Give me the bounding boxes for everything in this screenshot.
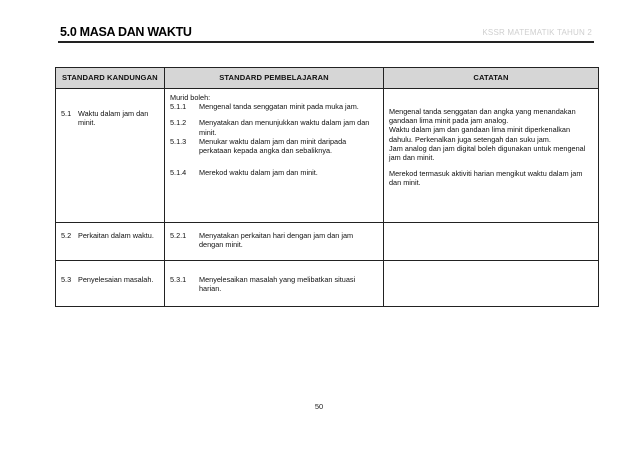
pembelajaran-number: 5.1.2	[170, 118, 187, 128]
kandungan-number: 5.3	[61, 275, 72, 284]
table-row	[56, 261, 599, 307]
pembelajaran-number: 5.1.3	[170, 136, 187, 146]
column-header-kandungan: STANDARD KANDUNGAN	[56, 68, 165, 89]
catatan-note: Merekod termasuk aktiviti harian mengikut waktu dalam jam dan minit.	[389, 169, 583, 188]
catatan-cell	[384, 223, 599, 261]
page-number: 50	[314, 402, 324, 411]
title-divider	[58, 41, 594, 43]
catatan-note: Waktu dalam jam dan gandaan lima minit diperkenalkan dahulu. Perkenalkan juga setengah dan suku jam.	[389, 125, 571, 144]
page-title: 5.0 MASA DAN WAKTU	[60, 25, 192, 39]
pembelajaran-text: Mengenal tanda senggatan minit pada muka jam.	[199, 102, 359, 112]
header-subtitle: KSSR MATEMATIK TAHUN 2	[482, 28, 592, 37]
pembelajaran-text: Menyatakan dan menunjukkan waktu dalam jam dan minit.	[199, 118, 370, 137]
catatan-note: Jam analog dan jam digital boleh digunakan untuk mengenal jam dan minit.	[389, 143, 586, 163]
pembelajaran-text: Menyelesaikan masalah yang melibatkan situasi harian.	[199, 275, 356, 294]
pembelajaran-number: 5.2.1	[170, 231, 187, 240]
table-header-row	[56, 68, 599, 89]
standards-table	[55, 67, 599, 307]
pembelajaran-number: 5.1.1	[170, 102, 187, 112]
pembelajaran-text: Menyatakan perkaitan hari dengan jam dan jam dengan minit.	[199, 231, 354, 250]
pembelajaran-text: Menukar waktu dalam jam dan minit daripada perkataan kepada angka dan sebaliknya.	[199, 136, 347, 156]
pembelajaran-cell	[165, 223, 384, 261]
kandungan-text: Waktu dalam jam dan minit.	[78, 109, 149, 128]
catatan-note: Mengenal tanda senggatan dan angka yang menandakan gandaan lima minit pada jam analog.	[389, 107, 576, 126]
kandungan-cell	[56, 89, 165, 223]
pembelajaran-text: Merekod waktu dalam jam dan minit.	[199, 168, 318, 178]
kandungan-number: 5.2	[61, 231, 72, 240]
pembelajaran-number: 5.3.1	[170, 275, 187, 284]
kandungan-text: Perkaitan dalam waktu.	[78, 231, 154, 240]
pembelajaran-cell	[165, 89, 384, 223]
pembelajaran-cell	[165, 261, 384, 307]
column-header-pembelajaran: STANDARD PEMBELAJARAN	[165, 68, 384, 89]
kandungan-cell	[56, 223, 165, 261]
kandungan-number: 5.1	[61, 109, 72, 118]
pembelajaran-intro: Murid boleh:	[170, 93, 211, 102]
catatan-cell	[384, 89, 599, 223]
kandungan-text: Penyelesaian masalah.	[78, 275, 154, 284]
table-row	[56, 89, 599, 223]
table-row	[56, 223, 599, 261]
column-header-catatan: CATATAN	[384, 68, 599, 89]
kandungan-cell	[56, 261, 165, 307]
pembelajaran-number: 5.1.4	[170, 168, 187, 178]
catatan-cell	[384, 261, 599, 307]
